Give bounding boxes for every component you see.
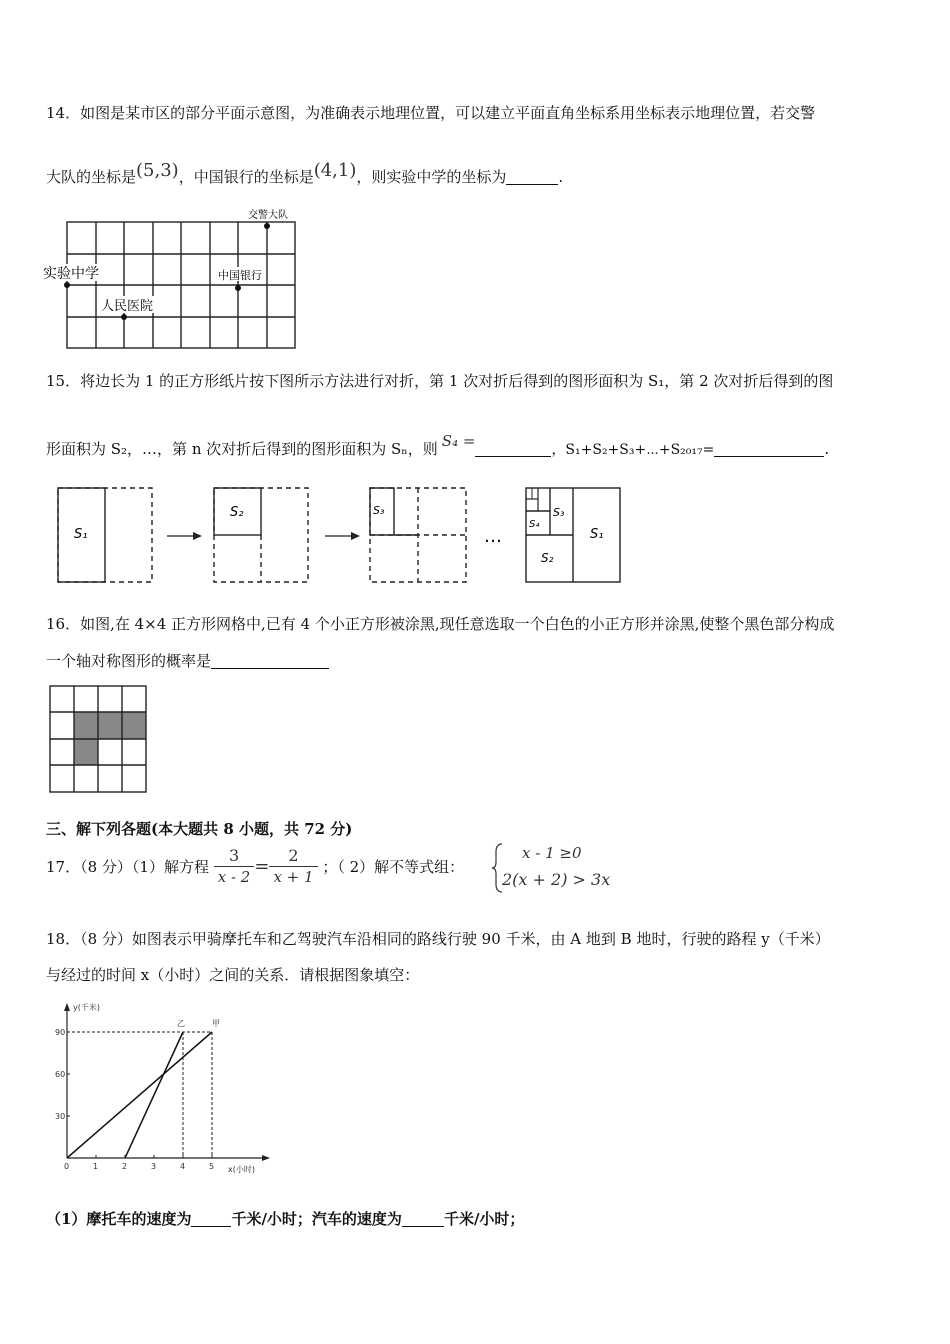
q17-frac2-den: x + 1 — [273, 868, 314, 886]
q17-frac1-num: 3 — [214, 846, 255, 867]
q14-text-b: ，中国银行的坐标是 — [178, 168, 314, 186]
chart-y-arrow — [64, 1003, 70, 1011]
final-label-s1: S₁ — [590, 527, 604, 542]
map-label-police: 交警大队 — [248, 210, 288, 221]
q17-inequality-system — [492, 842, 622, 894]
q17-eq: = — [254, 856, 270, 877]
q18-line2: 与经过的时间 x（小时）之间的关系．请根据图象填空： — [46, 966, 420, 984]
q14-map-figure — [42, 206, 304, 354]
q15-end: . — [824, 440, 830, 458]
map-label-bank: 中国银行 — [218, 269, 262, 282]
q17-frac1 — [214, 846, 255, 887]
final-label-s4: S₄ — [529, 519, 540, 530]
series-line-0 — [67, 1032, 212, 1158]
q16-line2 — [46, 650, 329, 671]
q14-text-c: ，则实验中学的坐标为 — [356, 168, 507, 186]
q14-answer-blank[interactable] — [506, 168, 558, 185]
q16-grid-figure — [48, 684, 150, 794]
q15-s4: S₄ = — [441, 432, 476, 450]
q16-answer-blank[interactable] — [211, 652, 329, 669]
q14-text-a: 大队的坐标是 — [46, 168, 137, 186]
y-tick-label-60: 60 — [55, 1070, 66, 1079]
q14-line1: 14．如图是某市区的部分平面示意图，为准确表示地理位置，可以建立平面直角坐标系用坐标表示地理位置，若交警 — [46, 104, 816, 122]
map-point-bank — [235, 285, 241, 291]
q14-coord-police: (5,3) — [136, 160, 179, 181]
q17-frac2-num: 2 — [269, 846, 317, 867]
series-line-1 — [125, 1032, 183, 1158]
chart-xlabel: x(小时) — [228, 1165, 255, 1174]
x-tick-label-2: 2 — [122, 1162, 128, 1171]
x-tick-label-0: 0 — [64, 1162, 70, 1171]
fold-label-s3: S₃ — [373, 504, 385, 517]
map-point-police — [264, 223, 270, 229]
q15-s4-blank[interactable] — [475, 440, 551, 457]
q15-text-b: ，S₁+S₂+S₃+⋯+S₂₀₁₇= — [551, 442, 715, 458]
section-3-heading: 三、解下列各题(本大题共 8 小题，共 72 分) — [46, 820, 353, 838]
q17-frac1-den: x - 2 — [217, 868, 251, 886]
q17-line — [46, 846, 464, 896]
q14-coord-bank: (4,1) — [313, 160, 357, 181]
q18-sub1-a: （1）摩托车的速度为 — [46, 1210, 192, 1228]
series-label-0: 甲 — [212, 1019, 220, 1028]
y-tick-label-30: 30 — [55, 1112, 66, 1121]
fold-label-s1: S₁ — [74, 527, 88, 542]
chart-x-arrow — [262, 1155, 270, 1161]
q18-car-speed-blank[interactable] — [402, 1210, 444, 1227]
q14-line2 — [46, 160, 563, 187]
q15-folding-figure — [50, 480, 630, 590]
map-label-school: 实验中学 — [43, 266, 99, 282]
q16-text: 一个轴对称图形的概率是 — [46, 652, 212, 670]
chart-ylabel: y(千米) — [73, 1003, 100, 1012]
x-tick-label-3: 3 — [151, 1162, 157, 1171]
y-tick-label-90: 90 — [55, 1028, 66, 1037]
q18-sub1 — [46, 1208, 524, 1229]
q18-moto-speed-blank[interactable] — [191, 1210, 231, 1227]
x-tick-label-1: 1 — [93, 1162, 99, 1171]
map-point-school — [64, 282, 70, 288]
series-label-1: 乙 — [177, 1019, 185, 1028]
fold-ellipsis: … — [484, 526, 502, 547]
q18-chart — [40, 995, 280, 1180]
q17-ineq1: x - 1 ≥0 — [522, 844, 582, 862]
q16-line1: 16．如图,在 4×4 正方形网格中,已有 4 个小正方形被涂黑,现任意选取一个白色的小正方形并涂黑,使整个黑色部分构成 — [46, 615, 835, 633]
final-label-s2: S₂ — [541, 551, 554, 565]
q17-prefix: 17．（8 分）（1）解方程 — [46, 858, 209, 876]
fold-label-s2: S₂ — [230, 505, 244, 520]
x-tick-label-5: 5 — [209, 1162, 215, 1171]
q18-sub1-c: 千米/小时； — [443, 1210, 525, 1228]
q17-frac2 — [269, 846, 317, 887]
q15-line2 — [46, 432, 829, 459]
q14-end: . — [558, 168, 564, 186]
q17-ineq2: 2(x + 2) > 3x — [502, 870, 611, 889]
map-point-hospital — [121, 314, 127, 320]
final-label-s3: S₃ — [553, 506, 565, 519]
q15-sum-blank[interactable] — [714, 440, 824, 457]
q17-mid: ；（ 2）解不等式组： — [322, 858, 465, 876]
map-label-hospital: 人民医院 — [101, 299, 154, 314]
q18-sub1-b: 千米/小时；汽车的速度为 — [231, 1210, 402, 1228]
q15-text-a: 形面积为 S₂，…，第 n 次对折后得到的图形面积为 Sₙ，则 — [46, 440, 438, 458]
q15-line1: 15．将边长为 1 的正方形纸片按下图所示方法进行对折，第 1 次对折后得到的图形面积为 S₁，第 2 次对折后得到的图 — [46, 372, 834, 390]
q18-line1: 18．（8 分）如图表示甲骑摩托车和乙驾驶汽车沿相同的路线行驶 90 千米，由 A 地到 B 地时，行驶的路程 y（千米） — [46, 930, 830, 948]
x-tick-label-4: 4 — [180, 1162, 186, 1171]
